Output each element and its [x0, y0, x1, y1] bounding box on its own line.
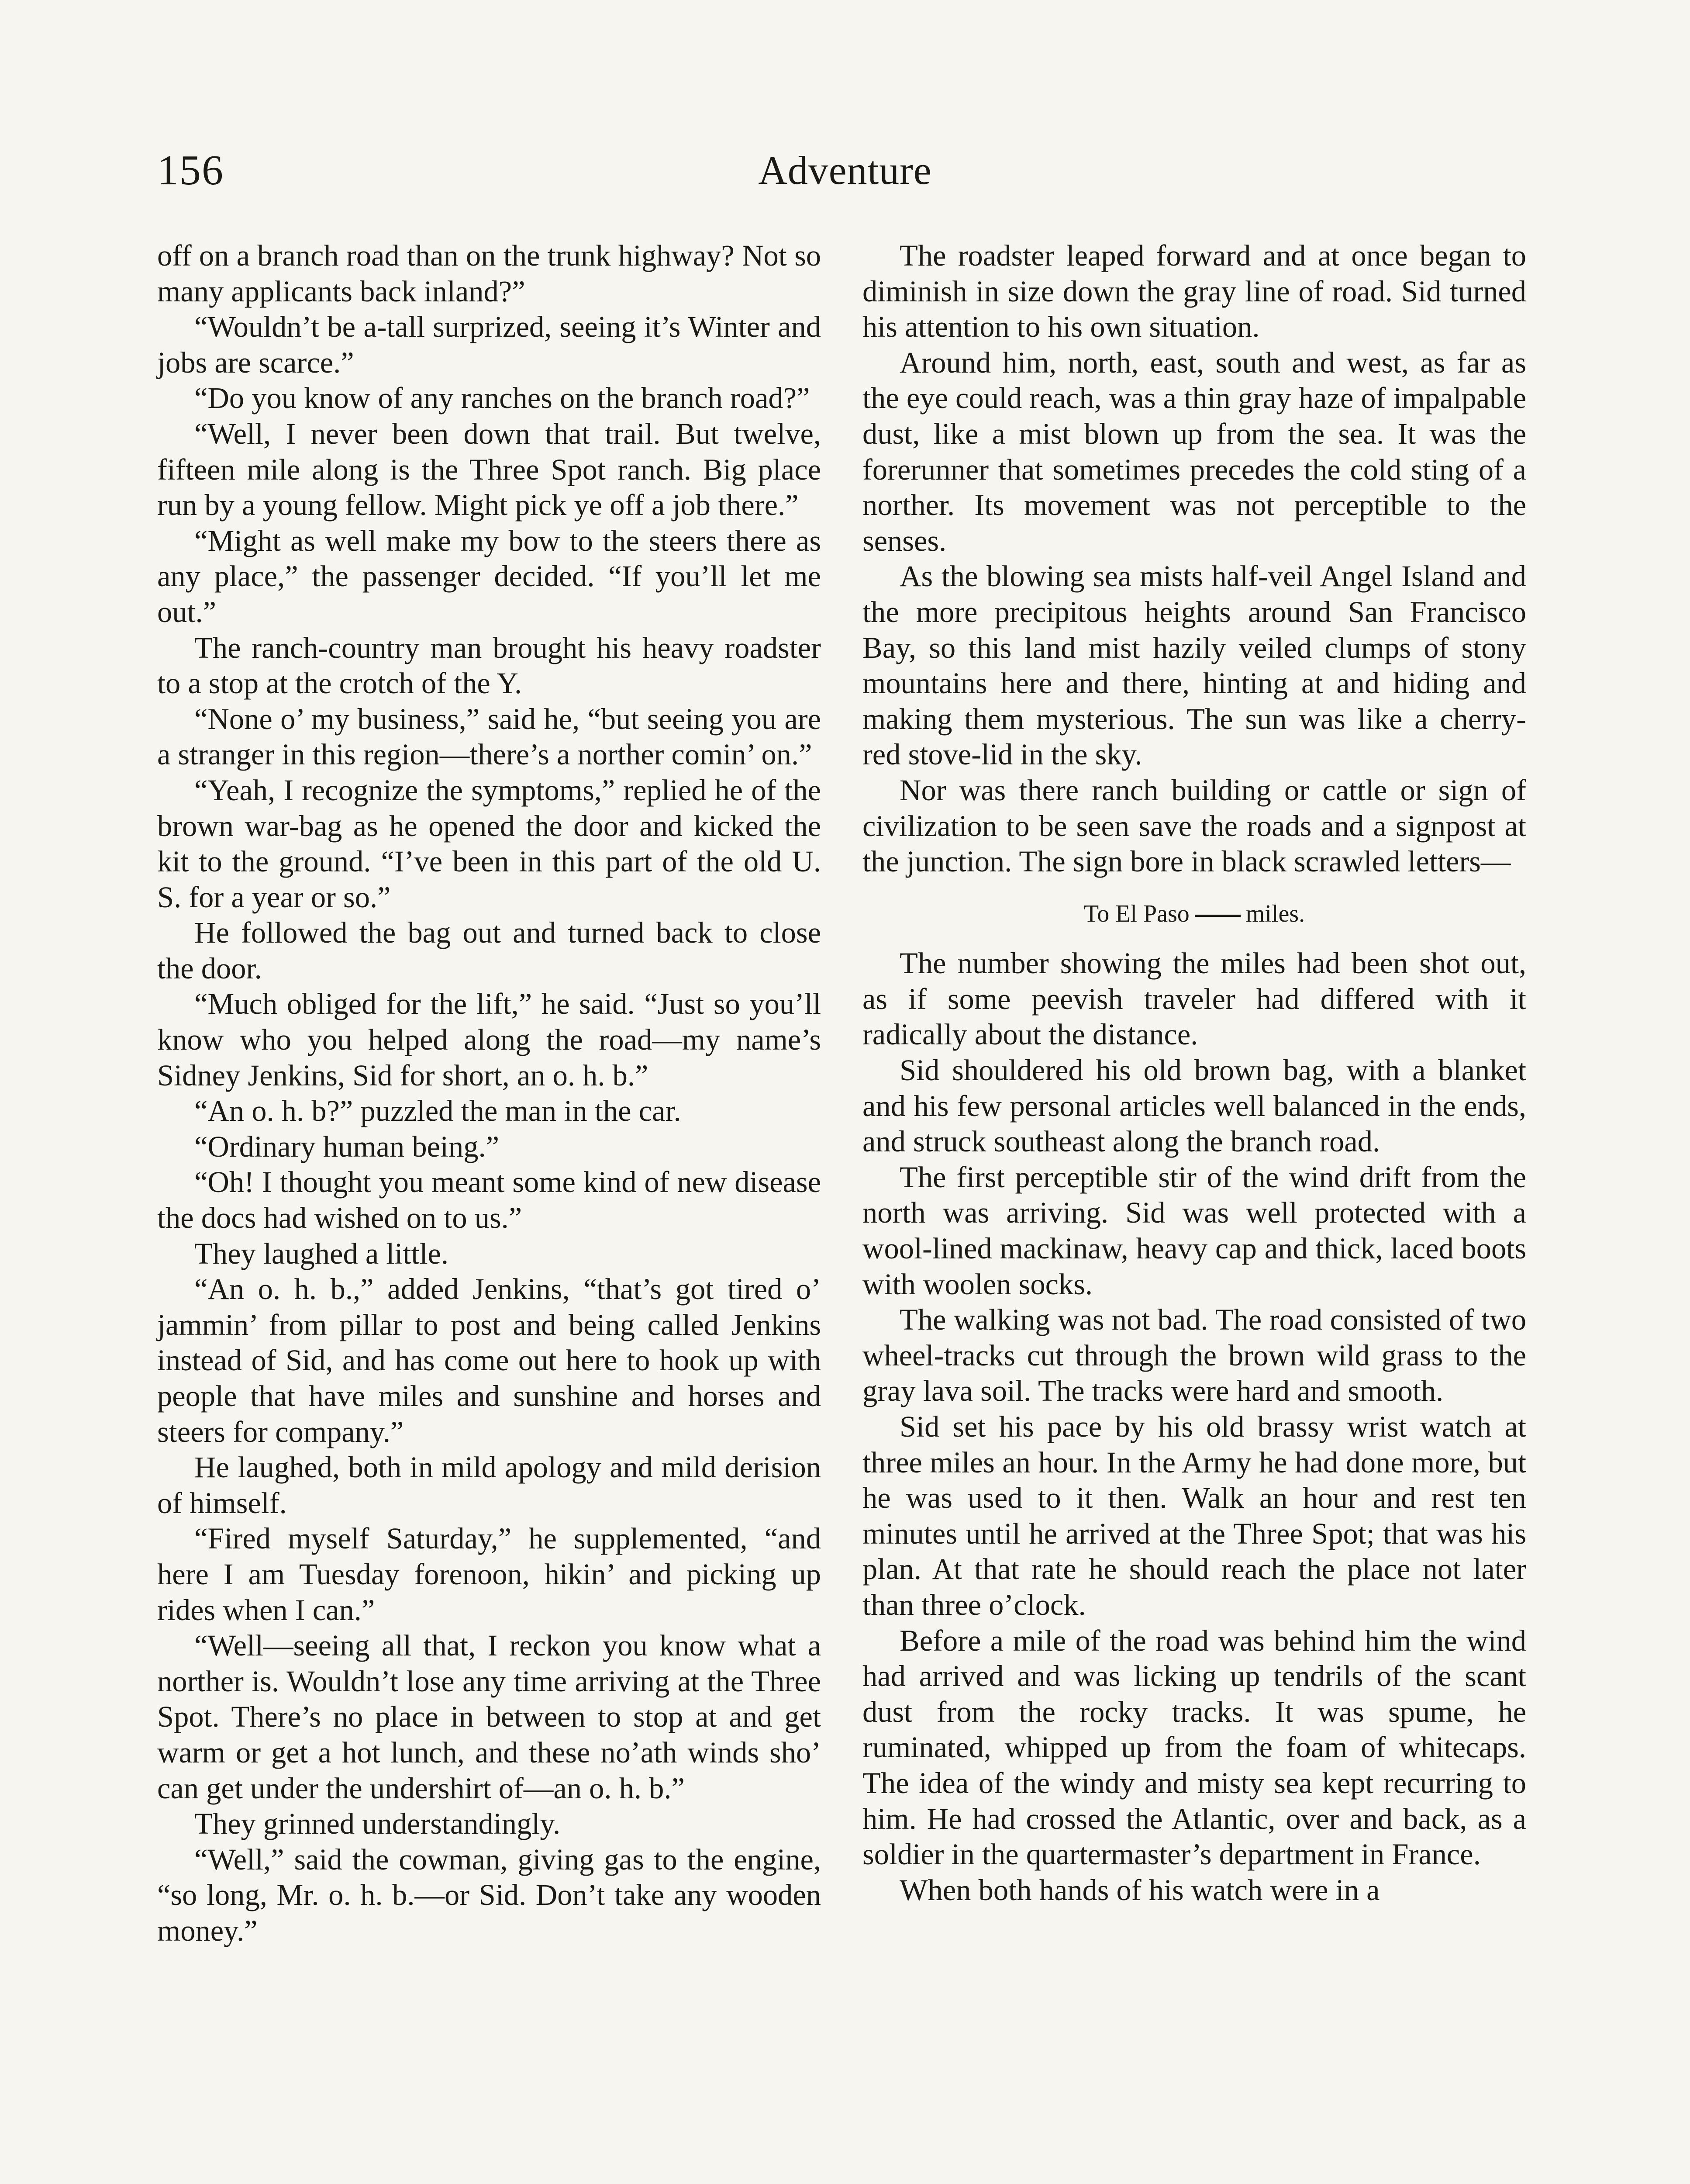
signpost-blank-dash	[1195, 915, 1241, 917]
paragraph: As the blowing sea mists half-veil Angel Island and the more precipitous heights around San Francisco Bay, so this land mist hazily veiled clumps of stony mountains here and there, hinting at and hiding and making them mysterious. The sun was like a cherry-red stove-lid in the sky.	[862, 560, 1526, 771]
paragraph: The walking was not bad. The road consisted of two wheel-tracks cut through the brown wild grass to the gray lava soil. The tracks were hard and smooth.	[862, 1303, 1526, 1408]
paragraph: Nor was there ranch building or cattle or sign of civilization to be seen save the roads and a signpost at the junction. The sign bore in black scrawled letters—	[862, 773, 1526, 878]
paragraph: “Wouldn’t be a-tall surprized, seeing it’s Winter and jobs are scarce.”	[157, 310, 821, 379]
running-head-title: Adventure	[758, 148, 932, 193]
paragraph: “Much obliged for the lift,” he said. “Just so you’ll know who you helped along the road—my name’s Sidney Jenkins, Sid for short, an o. h. b.”	[157, 987, 821, 1092]
paragraph: He followed the bag out and turned back to close the door.	[157, 916, 821, 985]
paragraph: off on a branch road than on the trunk highway? Not so many applicants back inland?”	[157, 239, 821, 308]
signpost-unit: miles.	[1245, 900, 1305, 927]
left-text-column	[157, 238, 821, 1949]
paragraph: “None o’ my business,” said he, “but seeing you are a stranger in this region—there’s a norther comin’ on.”	[157, 702, 821, 771]
paragraph: The first perceptible stir of the wind drift from the north was arriving. Sid was well protected with a wool-lined mackinaw, heavy cap and thick, laced boots with woolen socks.	[862, 1160, 1526, 1301]
paragraph: Around him, north, east, south and west, as far as the eye could reach, was a thin gray haze of impalpable dust, like a mist blown up from the sea. It was the forerunner that sometimes precedes the cold sting of a norther. Its movement was not perceptible to the senses.	[862, 346, 1526, 557]
paragraph: “Well,” said the cowman, giving gas to the engine, “so long, Mr. o. h. b.—or Sid. Don’t take any wooden money.”	[157, 1842, 821, 1947]
paragraph: “Yeah, I recognize the symptoms,” replied he of the brown war-bag as he opened the door and kicked the kit to the ground. “I’ve been in this part of the old U. S. for a year or so.”	[157, 773, 821, 914]
page-header	[157, 144, 1533, 205]
paragraph: “Do you know of any ranches on the branch road?”	[194, 381, 810, 415]
paragraph: “Might as well make my bow to the steers there as any place,” the passenger decided. “If you’ll let me out.”	[157, 524, 821, 629]
paragraph: The roadster leaped forward and at once began to diminish in size down the gray line of road. Sid turned his attention to his own situation.	[862, 239, 1526, 344]
paragraph: “An o. h. b?” puzzled the man in the car.	[194, 1094, 681, 1128]
right-column-lower-text	[862, 946, 1526, 1908]
signpost-destination: To El Paso	[1083, 900, 1190, 927]
paragraph: “Well—seeing all that, I reckon you know what a norther is. Wouldn’t lose any time arriving at the Three Spot. There’s no place in between to stop at and get warm or get a hot lunch, and these no’ath winds sho’ can get under the undershirt of—an o. h. b.”	[157, 1629, 821, 1805]
paragraph: “Oh! I thought you meant some kind of new disease the docs had wished on to us.”	[157, 1165, 821, 1235]
paragraph: “Ordinary human being.”	[194, 1130, 500, 1163]
paragraph: They grinned understandingly.	[194, 1807, 561, 1841]
paragraph: “Well, I never been down that trail. But twelve, fifteen mile along is the Three Spot ranch. Big place run by a young fellow. Might pick ye off a job there.”	[157, 417, 821, 522]
paragraph: They laughed a little.	[194, 1237, 449, 1270]
paragraph: The number showing the miles had been shot out, as if some peevish traveler had differed with it radically about the distance.	[862, 947, 1526, 1051]
right-column-upper-text	[862, 238, 1526, 880]
paragraph: When both hands of his watch were in a	[900, 1873, 1380, 1907]
paragraph: Sid shouldered his old brown bag, with a blanket and his few personal articles well balanced in the ends, and struck southeast along the branch road.	[862, 1054, 1526, 1158]
paragraph: “Fired myself Saturday,” he supplemented, “and here I am Tuesday forenoon, hikin’ and picking up rides when I can.”	[157, 1522, 821, 1627]
paragraph: Before a mile of the road was behind him the wind had arrived and was licking up tendrils of the scant dust from the rocky tracks. It was spume, he ruminated, whipped up from the foam of whitecaps. The idea of the windy and misty sea kept recurring to him. He had crossed the Atlantic, over and back, as a soldier in the quartermaster’s department in France.	[862, 1624, 1526, 1871]
paragraph: Sid set his pace by his old brassy wrist watch at three miles an hour. In the Army he had done more, but he was used to it then. Walk an hour and rest ten minutes until he arrived at the Three Spot; that was his plan. At that rate he should reach the place not later than three o’clock.	[862, 1410, 1526, 1621]
page-number: 156	[157, 147, 224, 194]
signpost-text	[862, 896, 1526, 932]
right-text-column	[862, 238, 1526, 1908]
paragraph: He laughed, both in mild apology and mild derision of himself.	[157, 1451, 821, 1520]
paragraph: The ranch-country man brought his heavy roadster to a stop at the crotch of the Y.	[157, 631, 821, 700]
paragraph: “An o. h. b.,” added Jenkins, “that’s got tired o’ jammin’ from pillar to post and being called Jenkins instead of Sid, and has come out here to hook up with people that have miles and sunshine and horses and steers for company.”	[157, 1272, 821, 1448]
